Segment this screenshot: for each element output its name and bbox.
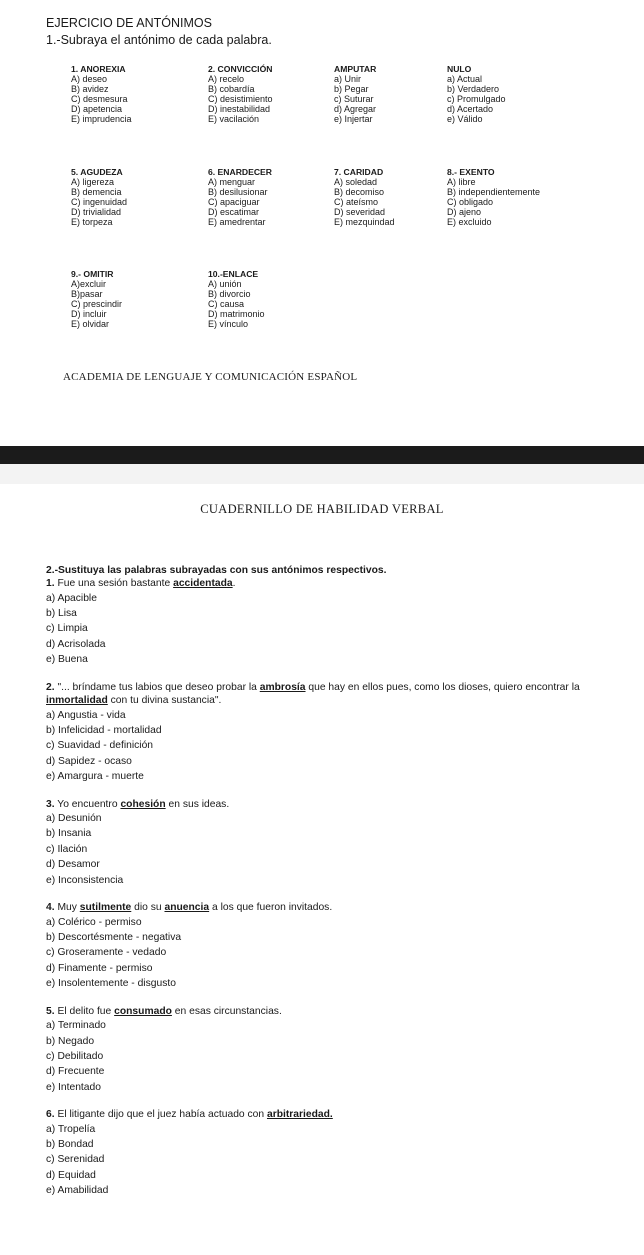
question-segment: en esas circunstancias.	[171, 1005, 282, 1017]
antonym-option: e) Injertar	[334, 113, 373, 124]
section-2	[46, 565, 626, 1199]
antonym-option: B) desilusionar	[208, 186, 268, 197]
antonym-option: D) matrimonio	[208, 308, 265, 319]
antonym-option: A) deseo	[71, 73, 108, 84]
question-number: 4.	[46, 902, 55, 914]
antonym-item	[71, 65, 132, 124]
antonym-item	[334, 65, 376, 124]
question-number: 1.	[46, 578, 55, 589]
antonym-item	[208, 270, 265, 329]
underlined-word: ambrosía	[259, 681, 306, 693]
antonym-item-word: 6. ENARDECER	[208, 167, 272, 177]
answer-option: a) Tropelía	[46, 1123, 96, 1135]
question-segment: El litigante dijo que el juez había actuado con	[54, 1109, 267, 1121]
antonym-item-word: 9.- OMITIR	[71, 269, 114, 279]
question-text	[46, 681, 626, 708]
question-block	[46, 577, 626, 668]
antonym-item-word: NULO	[447, 64, 472, 74]
question-number: 5.	[46, 1005, 55, 1017]
answer-option: b) Descortésmente - negativa	[46, 932, 182, 943]
antonym-option: C) prescindir	[71, 298, 123, 309]
antonym-item	[71, 270, 122, 329]
question-number: 2.	[46, 681, 55, 693]
antonym-item-word: 1. ANOREXIA	[71, 64, 126, 74]
antonym-option: E) torpeza	[71, 216, 113, 227]
antonym-option: D) incluir	[71, 308, 107, 319]
antonym-option: D) apetencia	[71, 103, 123, 114]
question-block	[46, 1108, 626, 1199]
antonym-option: a) Actual	[447, 73, 483, 84]
underlined-word: inmortalidad	[46, 695, 108, 707]
antonym-option: d) Agregar	[334, 103, 377, 114]
question-text	[46, 1108, 626, 1122]
page-separator	[0, 446, 644, 464]
question-block	[46, 681, 626, 785]
underlined-word: accidentada	[173, 578, 233, 589]
question-segment: dio su	[131, 902, 165, 914]
antonym-item-word: 7. CARIDAD	[334, 167, 384, 177]
page-title: EJERCICIO DE ANTÓNIMOS	[46, 16, 212, 30]
antonym-option: C) ingenuidad	[71, 196, 128, 207]
question-text	[46, 901, 626, 915]
antonym-option: B) demencia	[71, 186, 122, 197]
antonym-item-word: 8.- EXENTO	[447, 167, 495, 177]
antonym-option: B) divorcio	[208, 288, 251, 299]
antonym-item-word: 10.-ENLACE	[208, 269, 259, 279]
antonym-option: E) olvidar	[71, 318, 110, 329]
antonym-option: c) Promulgado	[447, 93, 506, 104]
antonym-option: E) mezquindad	[334, 216, 395, 227]
question-segment: Yo encuentro	[54, 798, 121, 810]
answer-option: e) Amargura - muerte	[46, 771, 144, 783]
answer-option: c) Serenidad	[46, 1154, 105, 1166]
answer-option: c) Suavidad - definición	[46, 740, 154, 752]
question-block	[46, 798, 626, 889]
question-text	[46, 1005, 626, 1019]
antonym-item	[208, 168, 272, 227]
antonym-option: D) escatimar	[208, 206, 260, 217]
antonym-option: B) decomiso	[334, 186, 385, 197]
antonym-option: A)excluir	[71, 278, 107, 289]
answer-option: a) Desunión	[46, 813, 102, 825]
question-list	[46, 577, 626, 1199]
question-number: 3.	[46, 798, 55, 810]
antonym-option: C) desmesura	[71, 93, 128, 104]
question-segment: que hay en ellos pues, como los dioses, quiero encontrar la	[305, 681, 580, 693]
answer-option: d) Equidad	[46, 1169, 96, 1181]
antonym-option: A) ligereza	[71, 176, 115, 187]
question-segment: con tu divina sustancia".	[107, 695, 222, 707]
antonym-option: C) obligado	[447, 196, 494, 207]
antonym-option: E) imprudencia	[71, 113, 132, 124]
antonym-option: A) recelo	[208, 73, 245, 84]
question-segment: a los que fueron invitados.	[209, 902, 333, 914]
antonym-option: D) ajeno	[447, 206, 482, 217]
question-segment: El delito fue	[54, 1005, 115, 1017]
answer-option: c) Groseramente - vedado	[46, 947, 167, 959]
underlined-word: anuencia	[164, 902, 210, 914]
underlined-word: sutilmente	[79, 902, 132, 914]
antonym-option: C) ateísmo	[334, 196, 379, 207]
question-number: 6.	[46, 1109, 55, 1121]
answer-option: c) Limpia	[46, 623, 88, 635]
antonym-item	[447, 168, 540, 227]
page-gap	[0, 464, 644, 484]
answer-option: b) Infelicidad - mortalidad	[46, 724, 162, 736]
antonym-option: b) Verdadero	[447, 83, 500, 94]
antonym-option: D) inestabilidad	[208, 103, 271, 114]
antonym-option: B)pasar	[71, 288, 103, 299]
antonym-option: d) Acertado	[447, 103, 494, 114]
antonym-item	[208, 65, 273, 124]
antonym-item-word: 2. CONVICCIÓN	[208, 64, 273, 74]
question-segment: "... bríndame tus labios que deseo probar la	[54, 681, 260, 693]
answer-option: c) Debilitado	[46, 1050, 104, 1062]
antonym-option: C) causa	[208, 298, 245, 309]
underlined-word: arbitrariedad.	[266, 1109, 333, 1121]
antonym-option: A) menguar	[208, 176, 256, 187]
answer-option: e) Buena	[46, 654, 88, 666]
underlined-word: consumado	[114, 1005, 172, 1017]
question-segment: .	[232, 578, 236, 589]
antonym-option: b) Pegar	[334, 83, 369, 94]
antonym-option: E) vínculo	[208, 318, 249, 329]
antonym-option: e) Válido	[447, 113, 483, 124]
antonym-option: D) severidad	[334, 206, 386, 217]
antonym-option: A) unión	[208, 278, 242, 289]
question-block	[46, 1005, 626, 1096]
antonym-item	[334, 168, 395, 227]
antonym-option: B) avidez	[71, 83, 109, 94]
antonym-option: D) trivialidad	[71, 206, 122, 217]
question-block	[46, 901, 626, 992]
antonym-option: E) vacilación	[208, 113, 260, 124]
academy-footer: ACADEMIA DE LENGUAJE Y COMUNICACIÓN ESPAÑOL	[63, 371, 358, 383]
answer-option: e) Inconsistencia	[46, 874, 124, 886]
answer-option: a) Terminado	[46, 1020, 106, 1032]
antonym-option: C) desistimiento	[208, 93, 273, 104]
antonym-option: A) libre	[447, 176, 476, 187]
antonym-option: A) soledad	[334, 176, 378, 187]
answer-option: a) Angustia - vida	[46, 709, 126, 721]
exercise-instruction: 1.-Subraya el antónimo de cada palabra.	[46, 33, 272, 47]
antonym-option: C) apaciguar	[208, 196, 260, 207]
answer-option: b) Negado	[46, 1035, 95, 1047]
answer-option: b) Bondad	[46, 1139, 94, 1151]
answer-option: e) Amabilidad	[46, 1185, 109, 1197]
answer-option: d) Sapidez - ocaso	[46, 755, 132, 767]
question-text	[46, 577, 626, 591]
answer-option: e) Insolentemente - disgusto	[46, 978, 176, 990]
antonym-option: E) excluido	[447, 216, 492, 227]
answer-option: d) Acrisolada	[46, 638, 106, 650]
answer-option: a) Colérico - permiso	[46, 916, 142, 928]
antonym-item-word: 5. AGUDEZA	[71, 167, 123, 177]
answer-option: d) Finamente - permiso	[46, 962, 153, 974]
answer-option: b) Insania	[46, 828, 92, 840]
antonym-option: c) Suturar	[334, 93, 374, 104]
antonym-item	[71, 168, 127, 227]
antonym-item-word: AMPUTAR	[334, 64, 377, 74]
booklet-header: CUADERNILLO DE HABILIDAD VERBAL	[200, 502, 444, 516]
answer-option: e) Intentado	[46, 1081, 101, 1093]
antonym-item	[447, 65, 506, 124]
antonym-option: B) independientemente	[447, 186, 541, 197]
antonym-option: B) cobardía	[208, 83, 255, 94]
antonym-option: E) amedrentar	[208, 216, 266, 227]
section-2-instruction: 2.-Sustituya las palabras subrayadas con sus antónimos respectivos.	[46, 565, 387, 576]
answer-option: c) Ilación	[46, 843, 88, 855]
underlined-word: cohesión	[120, 798, 166, 810]
question-segment: en sus ideas.	[165, 798, 230, 810]
answer-option: a) Apacible	[46, 592, 97, 604]
answer-option: d) Desamor	[46, 859, 100, 871]
question-segment: Fue una sesión bastante	[54, 578, 174, 589]
question-text	[46, 798, 626, 812]
answer-option: d) Frecuente	[46, 1066, 105, 1078]
antonym-option: a) Unir	[334, 73, 362, 84]
answer-option: b) Lisa	[46, 607, 77, 619]
question-segment: Muy	[54, 902, 80, 914]
